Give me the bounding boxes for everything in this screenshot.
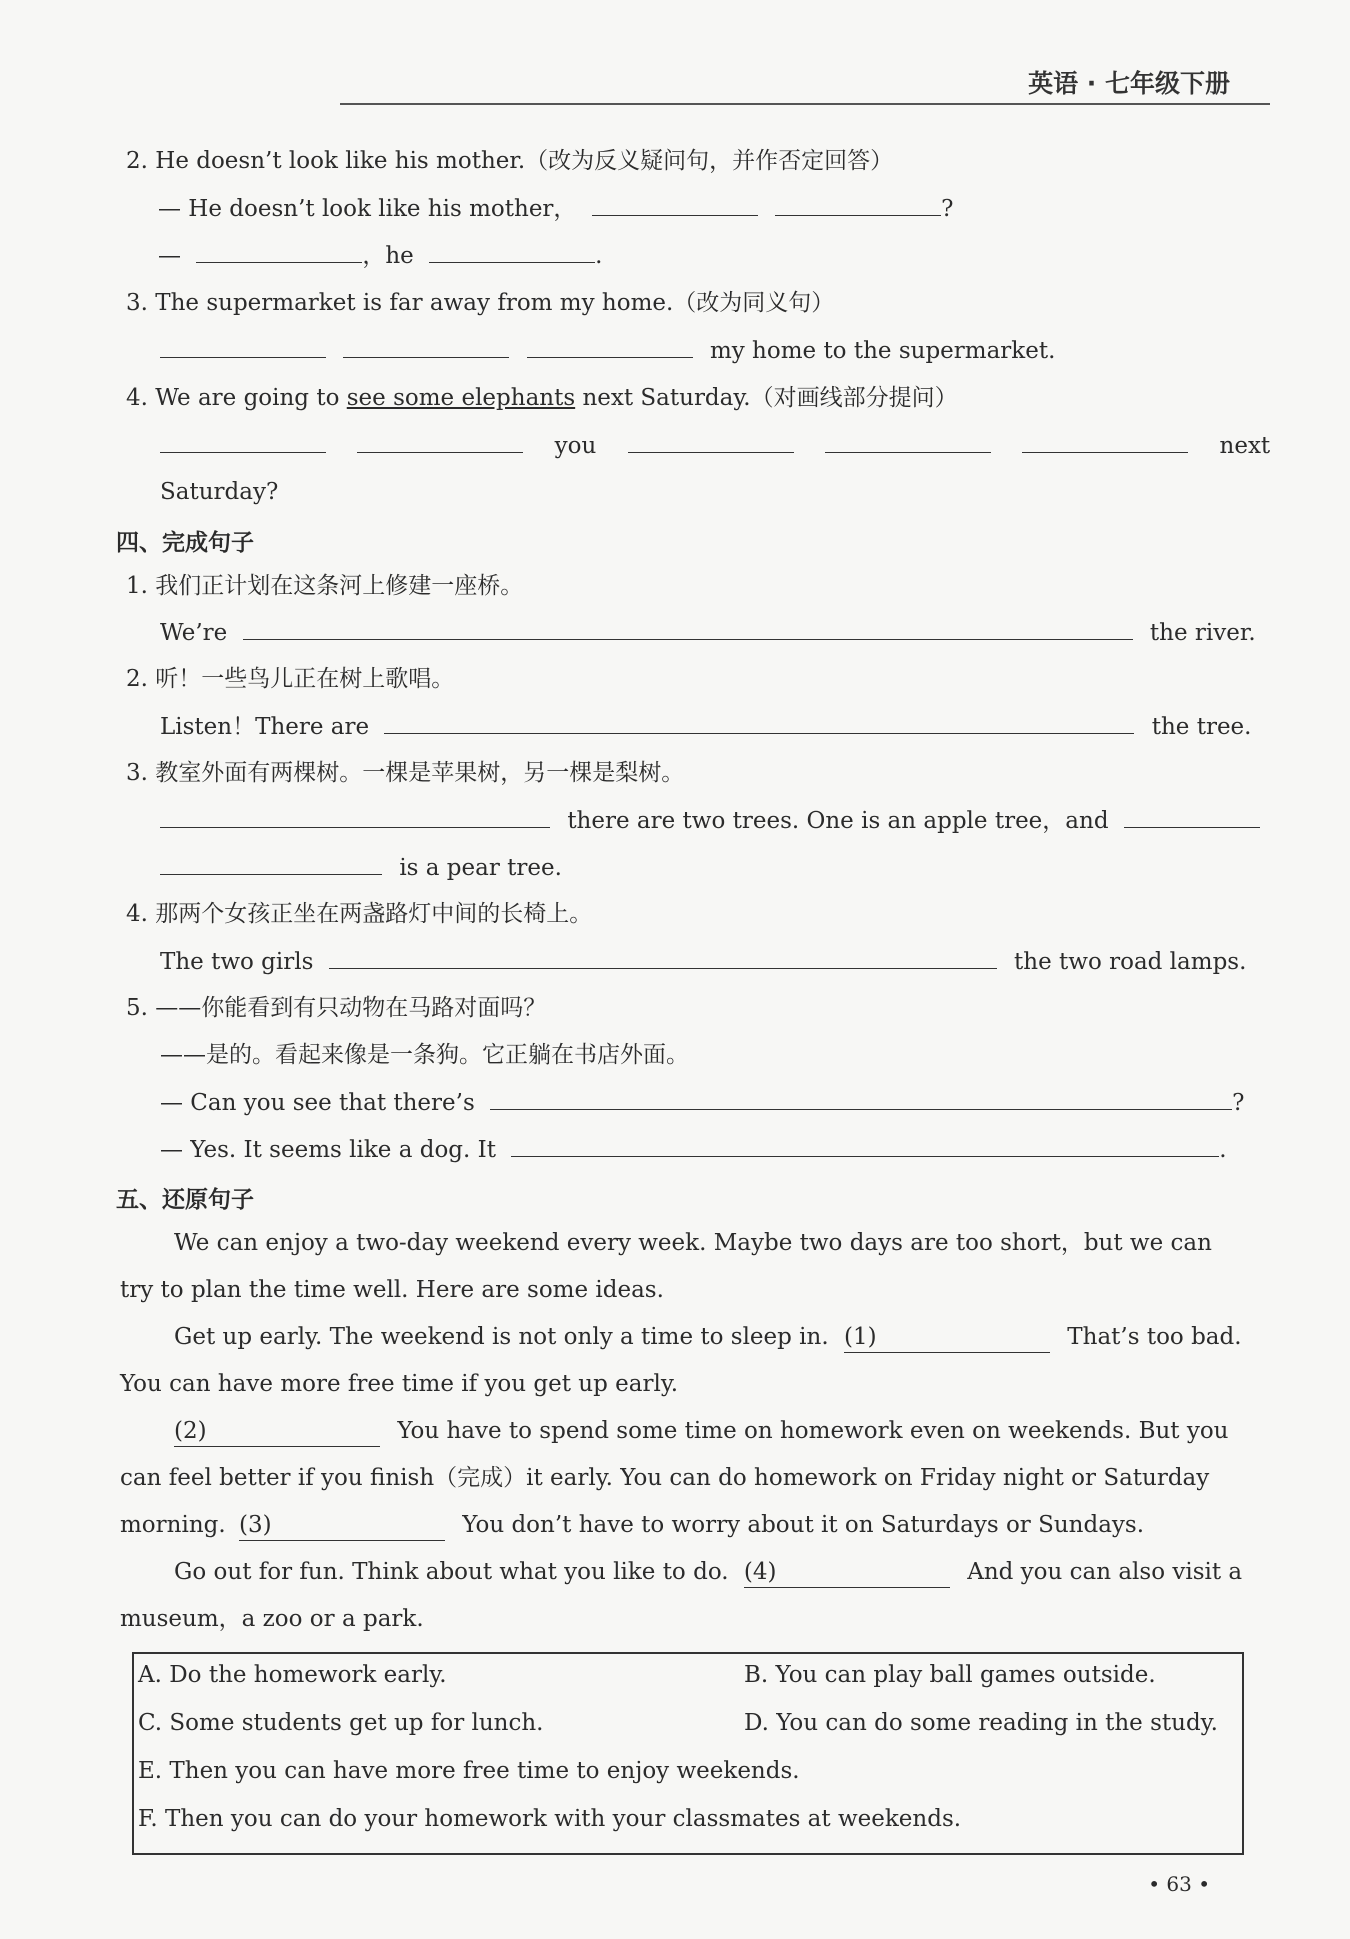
s4-q4-suffix: the two road lamps. (1014, 949, 1247, 975)
s4-q3-cn: 3. 教室外面有两棵树。一棵是苹果树，另一棵是梨树。 (126, 760, 685, 786)
s5-blank-3[interactable] (239, 1510, 445, 1541)
s4-q3-en (160, 805, 1260, 836)
s4-q5-blank-2[interactable] (511, 1134, 1219, 1157)
q4-blank-1[interactable] (160, 430, 326, 453)
q2-blank-1[interactable] (592, 193, 758, 216)
s4-q3-blank-3[interactable] (160, 852, 382, 875)
s5-p2a-text: Get up early. The weekend is not only a time to sleep in. (174, 1324, 829, 1350)
s4-q3-mid: there are two trees. One is an apple tree，and (567, 808, 1109, 834)
q2-line1-text: — He doesn’t look like his mother， (158, 196, 577, 222)
q2-blank-2[interactable] (775, 193, 941, 216)
s4-q4-cn: 4. 那两个女孩正坐在两盏路灯中间的长椅上。 (126, 901, 593, 927)
q3-blank-1[interactable] (160, 335, 326, 358)
header-divider (340, 103, 1270, 105)
q2-blank-4[interactable] (429, 240, 595, 263)
s5-p2b: You can have more free time if you get up early. (120, 1371, 679, 1397)
option-a: A. Do the homework early. (138, 1662, 447, 1688)
q2-dash: — (158, 243, 181, 269)
s4-q3-line2: is a pear tree. (399, 855, 562, 881)
s5-p3b: can feel better if you finish（完成）it early. You can do homework on Friday night or Saturday (120, 1465, 1210, 1491)
q4-word-next: next (1219, 433, 1271, 459)
s5-p4a-end: And you can also visit a (967, 1559, 1243, 1585)
s5-blank-4[interactable] (744, 1557, 950, 1588)
q3-blank-3[interactable] (527, 335, 693, 358)
s4-q5-en2-end: . (1219, 1137, 1227, 1163)
s4-q1-suffix: the river. (1149, 620, 1256, 646)
s5-p3a (174, 1416, 1229, 1447)
q4-line (160, 430, 1270, 461)
q4-line2: Saturday? (160, 479, 279, 505)
s4-q2-en (160, 711, 1251, 742)
s5-p3a-end: You have to spend some time on homework even on weekends. But you (397, 1418, 1229, 1444)
s4-q5-en1-text: — Can you see that there’s (160, 1090, 475, 1116)
option-b: B. You can play ball games outside. (744, 1662, 1156, 1688)
s5-p4b: museum，a zoo or a park. (120, 1606, 424, 1632)
s4-q3-en2 (160, 852, 562, 883)
q3-line-text: my home to the supermarket. (709, 338, 1056, 364)
s4-q1-cn: 1. 我们正计划在这条河上修建一座桥。 (126, 573, 524, 599)
s4-q2-suffix: the tree. (1151, 714, 1252, 740)
q4-prompt-rest: next Saturday.（对画线部分提问） (582, 385, 958, 411)
s5-p2a (174, 1322, 1242, 1353)
s4-q1-blank[interactable] (243, 617, 1133, 640)
s5-p3c-end: You don’t have to worry about it on Saturdays or Sundays. (462, 1512, 1145, 1538)
s4-q4-blank[interactable] (329, 946, 997, 969)
s4-q5-en1-end: ? (1232, 1090, 1245, 1116)
section-5-title: 五、还原句子 (116, 1187, 254, 1213)
s5-p4a (174, 1557, 1242, 1588)
s4-q3-blank-1[interactable] (160, 805, 550, 828)
q3-line (160, 335, 1055, 366)
q4-word-you: you (554, 433, 597, 459)
s5-blank-4-label: (4) (743, 1559, 777, 1585)
s4-q1-prefix: We’re (160, 620, 228, 646)
s5-blank-1[interactable] (844, 1322, 1050, 1353)
s5-p3c-start: morning. (120, 1512, 226, 1538)
s5-blank-1-label: (1) (843, 1324, 877, 1350)
s5-blank-3-label: (3) (238, 1512, 272, 1538)
q4-prompt-start: 4. We are going to (126, 385, 340, 411)
s4-q5-cn: 5. ——你能看到有只动物在马路对面吗？ (126, 995, 547, 1021)
s4-q3-blank-2[interactable] (1124, 805, 1260, 828)
s4-q4-en (160, 946, 1246, 977)
q4-prompt (126, 383, 958, 413)
page-number: • 63 • (1148, 1872, 1210, 1896)
s5-p4a-text: Go out for fun. Think about what you like to do. (174, 1559, 729, 1585)
q2-line2-mid: ，he (362, 243, 414, 269)
q3-blank-2[interactable] (343, 335, 509, 358)
q2-line2-end: . (595, 243, 603, 269)
s5-p1a: We can enjoy a two-day weekend every week. Maybe two days are too short，but we can (174, 1230, 1212, 1256)
s5-blank-2-label: (2) (174, 1418, 207, 1444)
q2-line1-end: ? (941, 196, 954, 222)
s5-p3c (120, 1510, 1144, 1541)
q4-blank-4[interactable] (825, 430, 991, 453)
option-c: C. Some students get up for lunch. (138, 1710, 544, 1736)
s4-q5-en2-text: — Yes. It seems like a dog. It (160, 1137, 496, 1163)
q4-blank-5[interactable] (1022, 430, 1188, 453)
s4-q5-cn2: ——是的。看起来像是一条狗。它正躺在书店外面。 (160, 1042, 689, 1068)
section-4-title: 四、完成句子 (116, 530, 254, 556)
q4-blank-2[interactable] (357, 430, 523, 453)
q2-blank-3[interactable] (196, 240, 362, 263)
s4-q5-en2 (160, 1134, 1227, 1165)
s4-q5-blank-1[interactable] (490, 1087, 1232, 1110)
s4-q1-en (160, 617, 1256, 648)
q4-underlined-part: see some elephants (346, 385, 576, 411)
q2-line2 (158, 240, 602, 271)
s5-p1b: try to plan the time well. Here are some ideas. (120, 1277, 664, 1303)
s4-q4-prefix: The two girls (160, 949, 314, 975)
q3-prompt: 3. The supermarket is far away from my home.（改为同义句） (126, 290, 835, 316)
s4-q2-cn: 2. 听！一些鸟儿正在树上歌唱。 (126, 666, 455, 692)
option-d: D. You can do some reading in the study. (744, 1710, 1218, 1736)
option-e: E. Then you can have more free time to enjoy weekends. (138, 1758, 800, 1784)
s5-blank-2[interactable] (174, 1416, 380, 1447)
q2-prompt: 2. He doesn’t look like his mother.（改为反义疑问句，并作否定回答） (126, 148, 894, 174)
s4-q2-prefix: Listen！There are (160, 714, 370, 740)
header-title: 英语 · 七年级下册 (1028, 69, 1230, 98)
q4-blank-3[interactable] (628, 430, 794, 453)
s4-q2-blank[interactable] (384, 711, 1134, 734)
q2-line1 (158, 193, 953, 224)
option-f: F. Then you can do your homework with your classmates at weekends. (138, 1806, 962, 1832)
s5-p2a-end: That’s too bad. (1067, 1324, 1242, 1350)
options-box (132, 1652, 1244, 1855)
s4-q5-en1 (160, 1087, 1244, 1118)
